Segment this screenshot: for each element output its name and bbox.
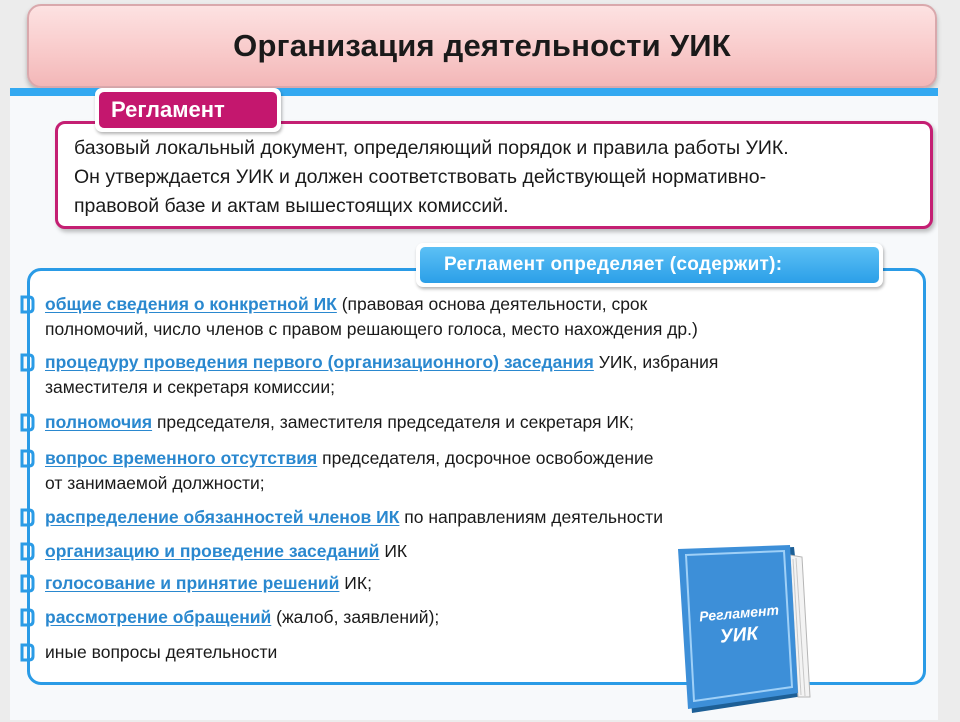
list-item-continuation: от занимаемой должности; bbox=[45, 473, 265, 493]
bullet-icon bbox=[20, 574, 35, 593]
list-item-text: председателя, заместителя председателя и секретаря ИК; bbox=[152, 412, 634, 432]
bullet-icon bbox=[20, 353, 35, 372]
contents-tag bbox=[416, 243, 883, 287]
bullet-icon bbox=[20, 542, 35, 561]
list-item-text: ИК bbox=[379, 541, 408, 561]
list-item-line bbox=[45, 446, 865, 471]
definition-line: правовой базе и актам вышестоящих комиссий. bbox=[74, 195, 509, 217]
definition-line: Он утверждается УИК и должен соответствовать действующей нормативно- bbox=[74, 166, 767, 188]
page-title: Организация деятельности УИК bbox=[233, 28, 731, 63]
bullet-icon bbox=[20, 608, 35, 627]
list-item-link[interactable]: вопрос временного отсутствия bbox=[45, 448, 318, 468]
bullet-icon bbox=[20, 449, 35, 468]
list-item-text: по направлениям деятельности bbox=[399, 507, 663, 527]
contents-tag-label: Регламент определяет (содержит): bbox=[420, 247, 879, 283]
list-item bbox=[45, 350, 865, 400]
list-item-link[interactable]: распределение обязанностей членов ИК bbox=[45, 507, 400, 527]
bullet-icon bbox=[20, 295, 35, 314]
list-item-text: УИК, избрания bbox=[593, 352, 719, 372]
bullet-icon bbox=[20, 643, 35, 662]
definition-tag bbox=[95, 88, 281, 132]
book-subtitle: УИК bbox=[719, 623, 759, 648]
book-title: Регламент bbox=[698, 601, 780, 625]
list-item-link[interactable]: рассмотрение обращений bbox=[45, 607, 272, 627]
list-item-line bbox=[45, 410, 865, 435]
list-item-line bbox=[45, 292, 865, 317]
bullet-icon bbox=[20, 413, 35, 432]
list-item-text: иные вопросы деятельности bbox=[45, 642, 278, 662]
list-item bbox=[45, 446, 865, 496]
list-item-link[interactable]: процедуру проведения первого (организационного) заседания bbox=[45, 352, 594, 372]
list-item-link[interactable]: организацию и проведение заседаний bbox=[45, 541, 380, 561]
list-item bbox=[45, 410, 865, 435]
definition-line: базовый локальный документ, определяющий порядок и правила работы УИК. bbox=[74, 137, 789, 159]
definition-box bbox=[55, 121, 933, 229]
definition-text bbox=[74, 134, 924, 221]
definition-tag-label: Регламент bbox=[99, 92, 277, 128]
list-item-text: (жалоб, заявлений); bbox=[271, 607, 440, 627]
list-item-link[interactable]: полномочия bbox=[45, 412, 153, 432]
book-illustration bbox=[672, 545, 812, 717]
list-item-link[interactable]: голосование и принятие решений bbox=[45, 573, 340, 593]
bullet-icon bbox=[20, 508, 35, 527]
list-item bbox=[45, 505, 865, 530]
list-item-text: (правовая основа деятельности, срок bbox=[336, 294, 648, 314]
list-item-continuation: полномочий, число членов с правом решающего голоса, место нахождения др.) bbox=[45, 319, 698, 339]
list-item-text: ИК; bbox=[339, 573, 372, 593]
list-item-line bbox=[45, 505, 865, 530]
list-item-line bbox=[45, 350, 865, 375]
title-banner bbox=[27, 4, 937, 88]
list-item-text: председателя, досрочное освобождение bbox=[317, 448, 654, 468]
list-item-link[interactable]: общие сведения о конкретной ИК bbox=[45, 294, 337, 314]
list-item-continuation: заместителя и секретаря комиссии; bbox=[45, 377, 335, 397]
list-item bbox=[45, 292, 865, 342]
